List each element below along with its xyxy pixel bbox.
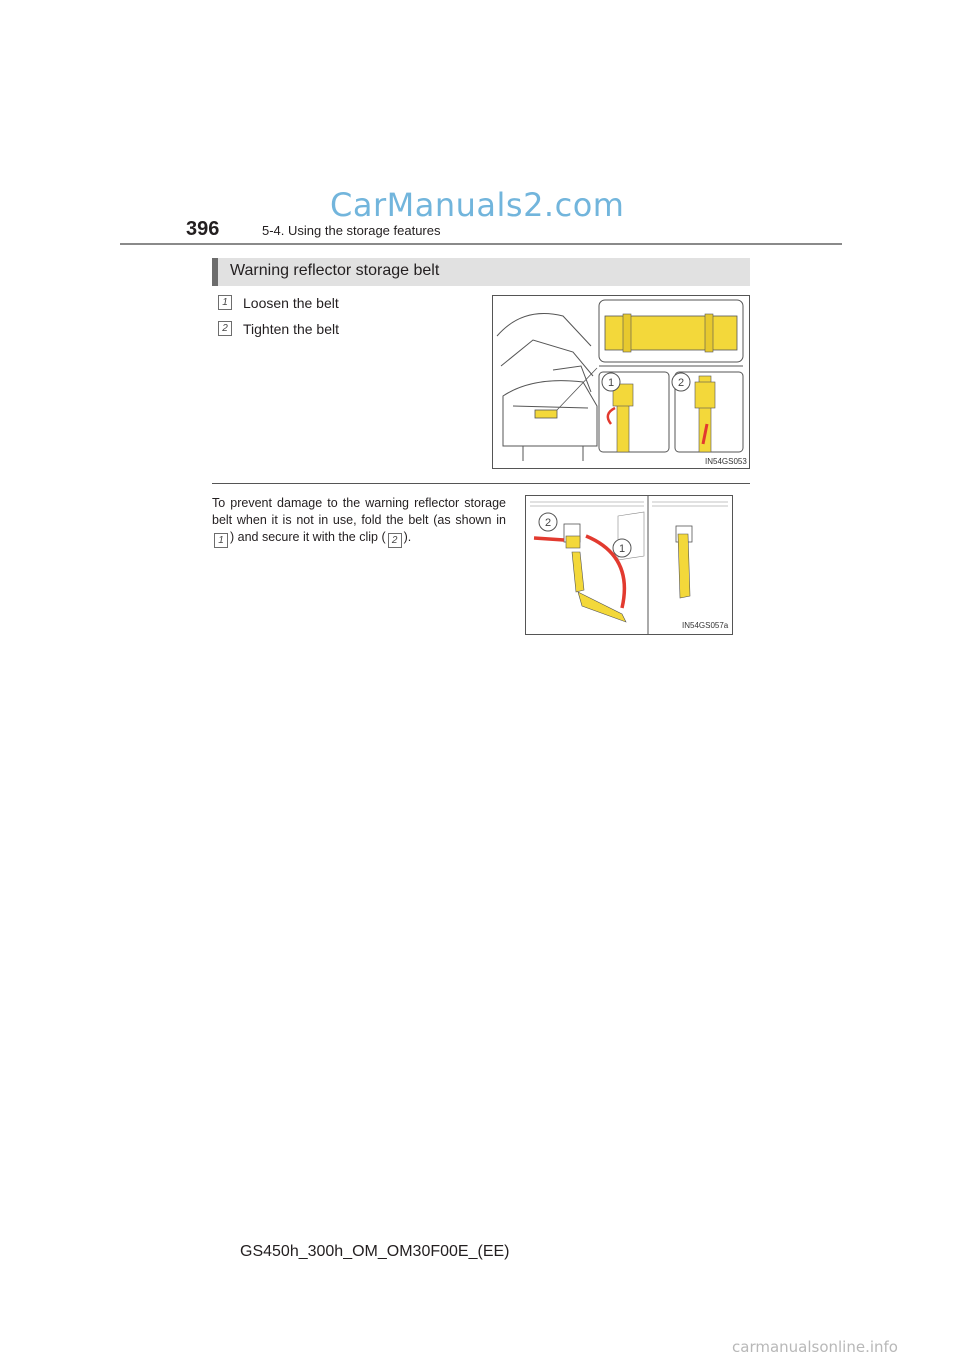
section-heading-bar [212, 258, 750, 286]
header-divider [120, 243, 842, 245]
inline-badge-1: 1 [214, 533, 228, 548]
figure1-callout-1: 1 [607, 377, 615, 389]
watermark-footer: carmanualsonline.info [732, 1338, 898, 1356]
content-divider [212, 483, 750, 484]
figure2-code: IN54GS057a [682, 621, 729, 630]
figure-fold-belt-illustration [526, 496, 732, 634]
section-heading: Warning reflector storage belt [230, 262, 440, 279]
paragraph-part3: ). [403, 530, 412, 544]
paragraph-part1: To prevent damage to the warning reflector storage belt when it is not in use, fold the belt (as shown in [212, 496, 506, 527]
document-id-footer: GS450h_300h_OM_OM30F00E_(EE) [240, 1243, 510, 1260]
step-badge-1: 1 [218, 295, 232, 310]
figure-trunk-belt-illustration [493, 296, 749, 468]
figure-trunk-belt [492, 295, 750, 469]
storage-instruction-paragraph [212, 495, 506, 548]
step-badge-2: 2 [218, 321, 232, 336]
clip-arrow [534, 538, 564, 540]
watermark-logo: CarManuals2.com [330, 186, 625, 224]
figure1-code: IN54GS053 [705, 457, 747, 466]
paragraph-part2: ) and secure it with the clip ( [230, 530, 386, 544]
figure2-callout-2: 2 [544, 517, 552, 529]
car-trunk-drawing [497, 314, 597, 462]
figure-fold-belt [525, 495, 733, 635]
section-title: 5-4. Using the storage features [262, 223, 441, 238]
step-text-tighten: Tighten the belt [243, 321, 339, 337]
step-text-loosen: Loosen the belt [243, 295, 339, 311]
page-number: 396 [186, 218, 220, 240]
inline-badge-2: 2 [388, 533, 402, 548]
belt-location-marker [535, 410, 557, 418]
figure1-callout-2: 2 [677, 377, 685, 389]
figure2-callout-1: 1 [618, 543, 626, 555]
